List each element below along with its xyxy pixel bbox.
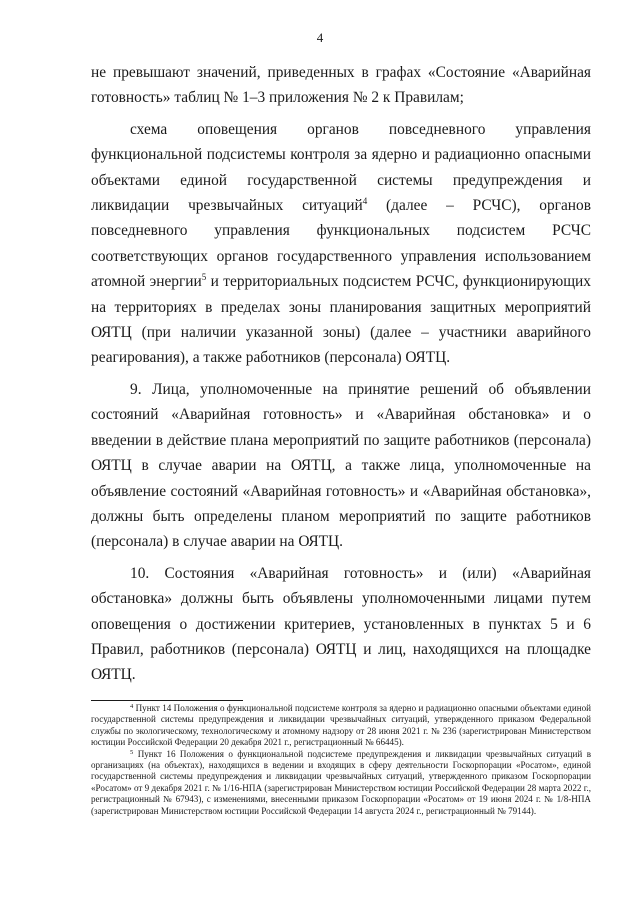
footnote-text-5: Пункт 16 Положения о функциональной подсистеме предупреждения и ликвидации чрезвычайных ситуаций в организациях (на объектах), находящихся в ведении и входящих в сферу деятельности Госкорпорации «Росатом», единой государственной системы предупреждения и ликвидации чрезвычайных ситуаций, утвержденного приказом Госкорпорации «Росатом» от 9 декабря 2021 г. № 1/16-НПА (зарегистрирован Министерством юстиции Российской Федерации 28 марта 2022 г., регистрационный № 67943), с изменениями, внесенными приказом Госкорпорации «Росатом» от 19 июня 2024 г. № 1/8-НПА (зарегистрирован Министерством юстиции Российской Федерации 14 августа 2024 г., регистрационный № 79144).: [91, 748, 591, 816]
paragraph-item-9: 9. Лица, уполномоченные на принятие решений об объявлении состояний «Аварийная готовность» и «Аварийная обстановка» и о введении в действие плана мероприятий по защите работников (персонала) ОЯТЦ в случае аварии на ОЯТЦ, а также лица, уполномоченные на объявление состояний «Аварийная готовность» и «Аварийная обстановка», должны быть определены планом мероприятий по защите работников (персонала) в случае аварии на ОЯТЦ.: [91, 380, 591, 551]
scheme-text-part-2: (далее – РСЧС), органов повседневного управления функциональных подсистем РСЧС соответствующих органов государственного управления использованием атомной энергии: [91, 197, 591, 291]
footnotes: [91, 703, 591, 817]
document-body: [91, 60, 591, 688]
paragraph-criteria-end: не превышают значений, приведенных в графах «Состояние «Аварийная готовность» таблиц № 1–3 приложения № 2 к Правилам;: [91, 64, 591, 107]
footnote-mark-4: 4: [130, 703, 134, 710]
footnote-ref-5: 5: [201, 272, 207, 283]
scheme-text-part-3: и территориальных подсистем РСЧС, функционирующих на территориях в пределах зоны планирования защитных мероприятий ОЯТЦ (при наличии указанной зоны) (далее – участники аварийного реагирования), а также работников (персонала) ОЯТЦ.: [91, 273, 591, 367]
page-number: 4: [316, 30, 324, 45]
scheme-text-part-1: схема оповещения органов повседневного управления функциональной подсистемы контроля за ядерно и радиационно опасными объектами единой государственной системы предупреждения и ликвидации чрезвычайных ситуаций: [91, 120, 591, 215]
footnote-4: [91, 703, 591, 749]
footnote-text-4: Пункт 14 Положения о функциональной подсистеме контроля за ядерно и радиационно опасными объектами единой государственной системы предупреждения и ликвидации чрезвычайных ситуаций, утвержденного приказом Федеральной службы по экологическому, технологическому и атомному надзору от 28 июня 2021 г. № 236 (зарегистрирован Министерством юстиции Российской Федерации 20 декабря 2021 г., регистрационный № 66445).: [91, 703, 591, 748]
footnote-separator: [91, 700, 243, 701]
footnote-mark-5: 5: [130, 748, 134, 756]
footnote-5: [91, 749, 591, 817]
paragraph-item-10: 10. Состояния «Аварийная готовность» и (или) «Аварийная обстановка» должны быть объявлены уполномоченными лицами путем оповещения о достижении критериев, установленных в пунктах 5 и 6 Правил, работников (персонала) ОЯТЦ и лиц, находящихся на площадке ОЯТЦ.: [91, 564, 591, 684]
paragraph-notification-scheme: [91, 117, 591, 371]
footnote-ref-4: 4: [362, 196, 368, 207]
